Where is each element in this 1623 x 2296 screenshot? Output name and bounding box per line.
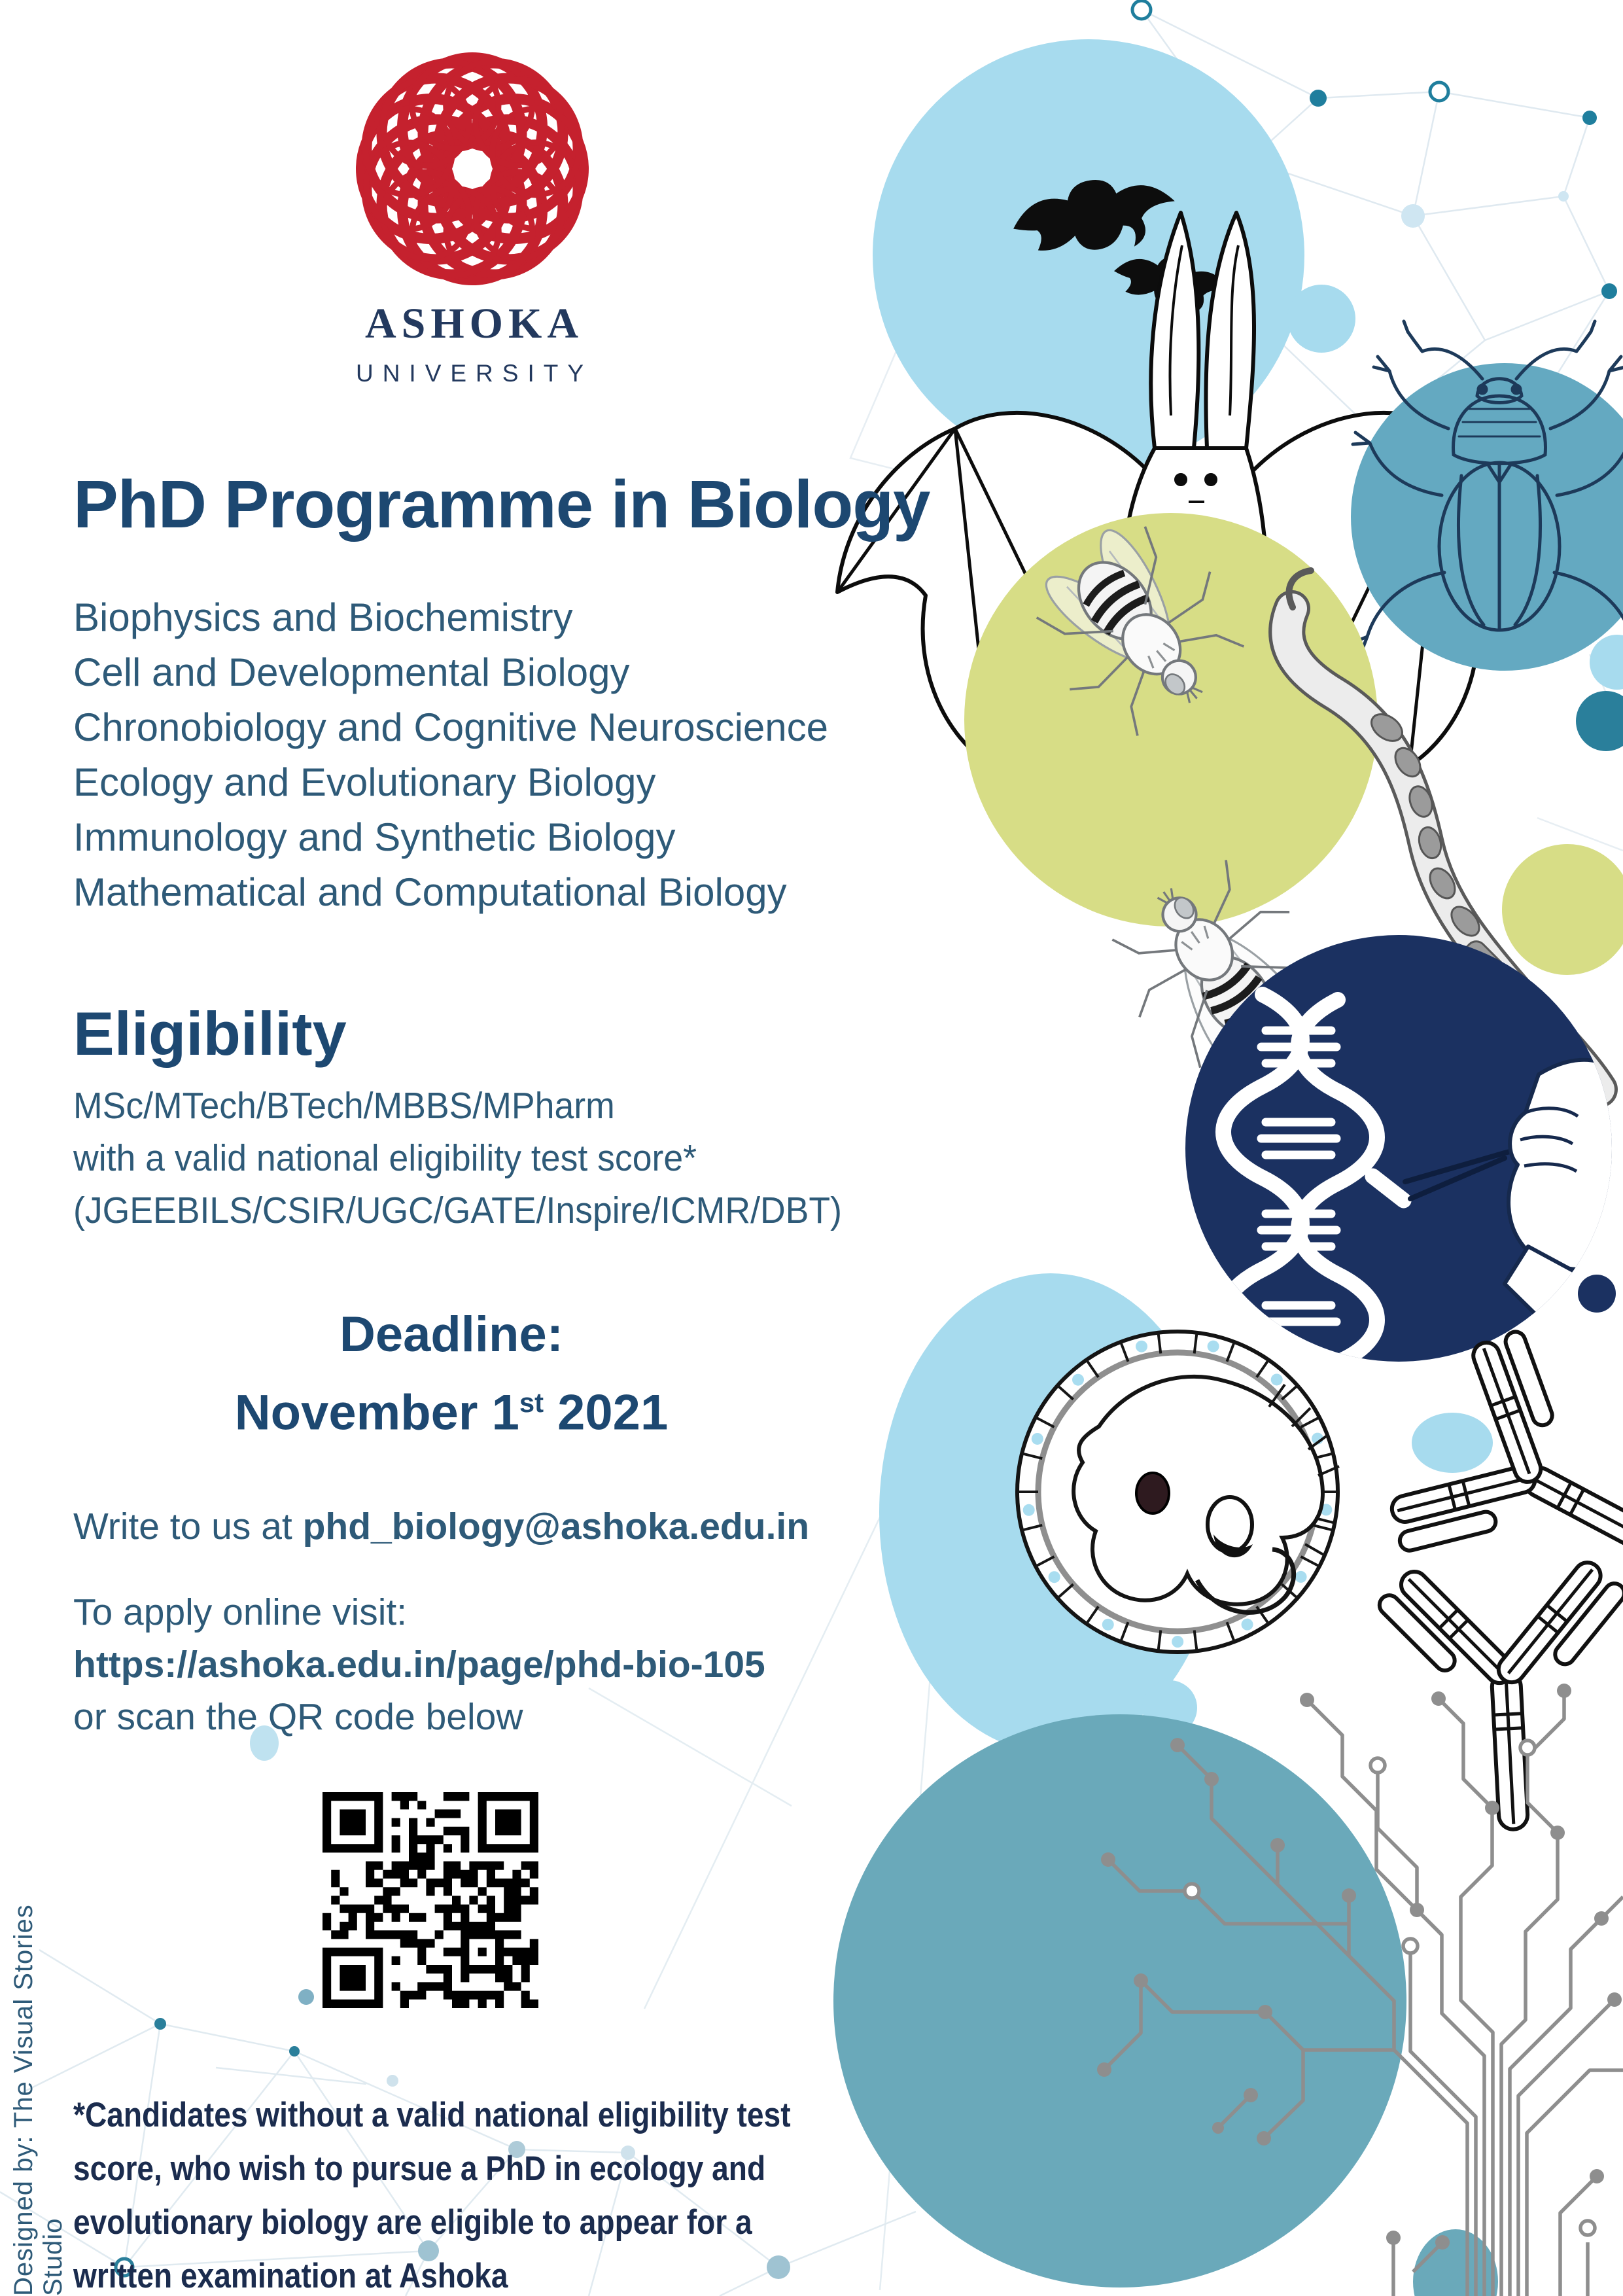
apply-intro: To apply online visit: [73,1591,408,1633]
contact-line [73,1505,809,1548]
qr-code [314,1784,547,2017]
eligibility-requirement: with a valid national eligibility test score* [73,1137,697,1179]
deadline-ordinal: st [519,1387,544,1418]
apply-block [73,1586,765,1743]
brand-block [249,283,700,387]
antibody-2 [1374,1555,1623,1836]
program-item: Chronobiology and Cognitive Neuroscience [73,705,829,749]
antibody-blue-ellipse [1412,1413,1493,1473]
dark-teal-edge-circle [1576,691,1623,751]
yellow-circle [964,513,1378,927]
small-yellow-circle [1502,844,1623,975]
program-item: Immunology and Synthetic Biology [73,815,676,859]
brand-university: UNIVERSITY [355,360,593,387]
deadline-date: November 1st 2021 [234,1385,669,1441]
eligibility-heading: Eligibility [73,999,347,1068]
pale-blue-edge-circle [1590,635,1623,690]
eligibility-qualifications: MSc/MTech/BTech/MBBS/MPharm [73,1085,615,1127]
program-list [73,590,828,920]
apply-qr-hint: or scan the QR code below [73,1696,523,1738]
ashoka-spirograph-logo [361,58,584,280]
program-item: Ecology and Evolutionary Biology [73,760,656,804]
teal-circle [833,1714,1406,2287]
eligibility-tests: (JGEEBILS/CSIR/UGC/GATE/Inspire/ICMR/DBT) [73,1190,842,1231]
embryo-illustration [1017,1332,1339,1652]
footnote: *Candidates without a valid national eligibility test score, who wish to pursue a PhD in ecology and evolutionary biology are eligible to appear for a written examination at Ashoka [73,2096,791,2295]
program-item: Biophysics and Biochemistry [73,595,573,639]
contact-email: phd_biology@ashoka.edu.in [302,1506,810,1547]
program-item: Cell and Developmental Biology [73,650,630,694]
program-item: Mathematical and Computational Biology [73,870,787,914]
brand-wordmark: ashoka [364,283,584,351]
deadline-block [92,1301,811,1447]
small-blue-dot [1287,285,1355,353]
page-title: PhD Programme in Biology [73,467,930,542]
eligibility-details [73,1080,842,1237]
contact-prefix: Write to us at [73,1506,303,1547]
deadline-label: Deadline: [339,1307,564,1362]
designer-credit: Designed by: The Visual Stories Studio [9,1904,67,2296]
apply-url: https://ashoka.edu.in/page/phd-bio-105 [73,1644,765,1686]
navy-dot [1578,1275,1616,1313]
